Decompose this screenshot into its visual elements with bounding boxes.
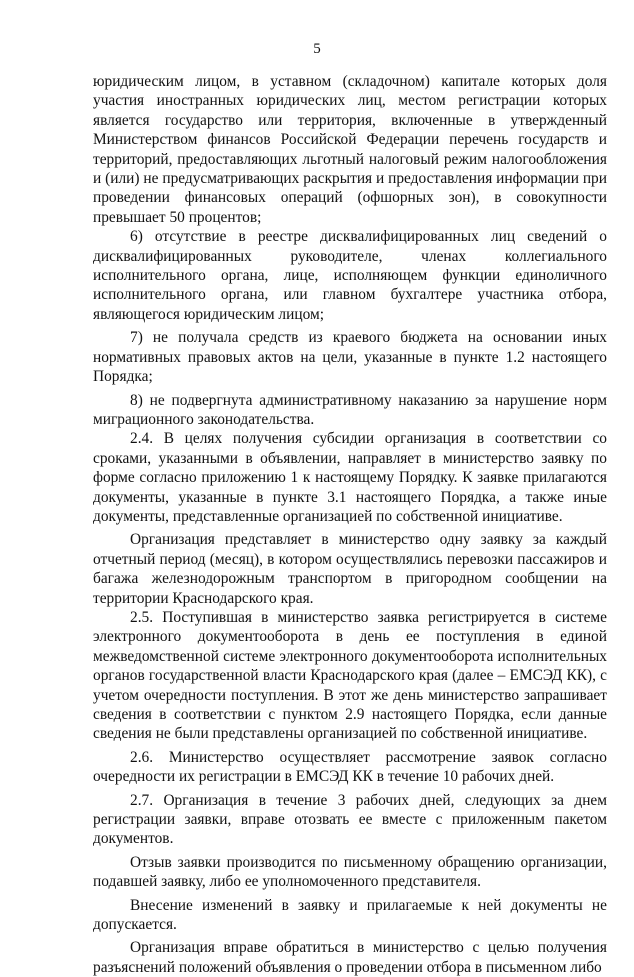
paragraph-item-7: 7) не получала средств из краевого бюджета на основании иных нормативных правовых актов на цели, указанные в пункте 1.2 настоящего Порядка; [93,329,607,386]
paragraph-2-5: 2.5. Поступившая в министерство заявка регистрируется в системе электронного документооборота в день ее поступления в единой межведомственной системе электронного документооборота исполнительных органов государственной власти Краснодарского края (далее – ЕМСЭД КК), с учетом очередности поступления. В этот же день министерство запрашивает сведения в соответствии с пунктом 2.9 настоящего Порядка, если данные сведения не были представлены организацией по собственной инициативе. [93,608,607,743]
paragraph-clarifications: Организация вправе обратиться в министерство с целью получения разъяснений положений объявления о проведении отбора в письменном либо [93,939,607,976]
paragraph-one-application: Организация представляет в министерство одну заявку за каждый отчетный период (месяц), в котором осуществлялись перевозки пассажиров и багажа железнодорожным транспортом в пригородном сообщении на территории Краснодарского края. [93,531,607,607]
page-number: 5 [313,41,321,57]
paragraph-withdrawal: Отзыв заявки производится по письменному обращению организации, подавшей заявку, либо ее уполномоченного представителя. [93,853,607,891]
paragraph-2-7: 2.7. Организация в течение 3 рабочих дней, следующих за днем регистрации заявки, вправе отозвать ее вместе с приложенным пакетом документов. [93,791,607,848]
document-body [93,72,607,977]
paragraph-item-8: 8) не подвергнута административному наказанию за нарушение норм миграционного законодательства. [93,391,607,428]
paragraph-2-4: 2.4. В целях получения субсидии организация в соответствии со сроками, указанными в объявлении, направляет в министерство заявку по форме согласно приложению 1 к настоящему Порядку. К заявке прилагаются документы, указанные в пункте 3.1 настоящего Порядка, а также иные документы, представленные организацией по собственной инициативе. [93,430,607,525]
paragraph-item-6: 6) отсутствие в реестре дисквалифицированных лиц сведений о дисквалифицированных руководителе, членах коллегиального исполнительного органа, лице, исполняющем функции единоличного исполнительного органа, или главном бухгалтере участника отбора, являющегося юридическим лицом; [93,228,607,323]
paragraph-no-changes: Внесение изменений в заявку и прилагаемые к ней документы не допускается. [93,896,607,934]
paragraph-continuation: юридическим лицом, в уставном (складочном) капитале которых доля участия иностранных юридических лиц, местом регистрации которых является государство или территория, включенные в утвержденный Министерством финансов Российской Федерации перечень государств и территорий, предоставляющих льготный налоговый режим налогообложения и (или) не предусматривающих раскрытия и предоставления информации при проведении финансовых операций (офшорных зон), в совокупности превышает 50 процентов; [93,73,607,226]
paragraph-2-6: 2.6. Министерство осуществляет рассмотрение заявок согласно очередности их регистрации в ЕМСЭД КК в течение 10 рабочих дней. [93,748,607,786]
